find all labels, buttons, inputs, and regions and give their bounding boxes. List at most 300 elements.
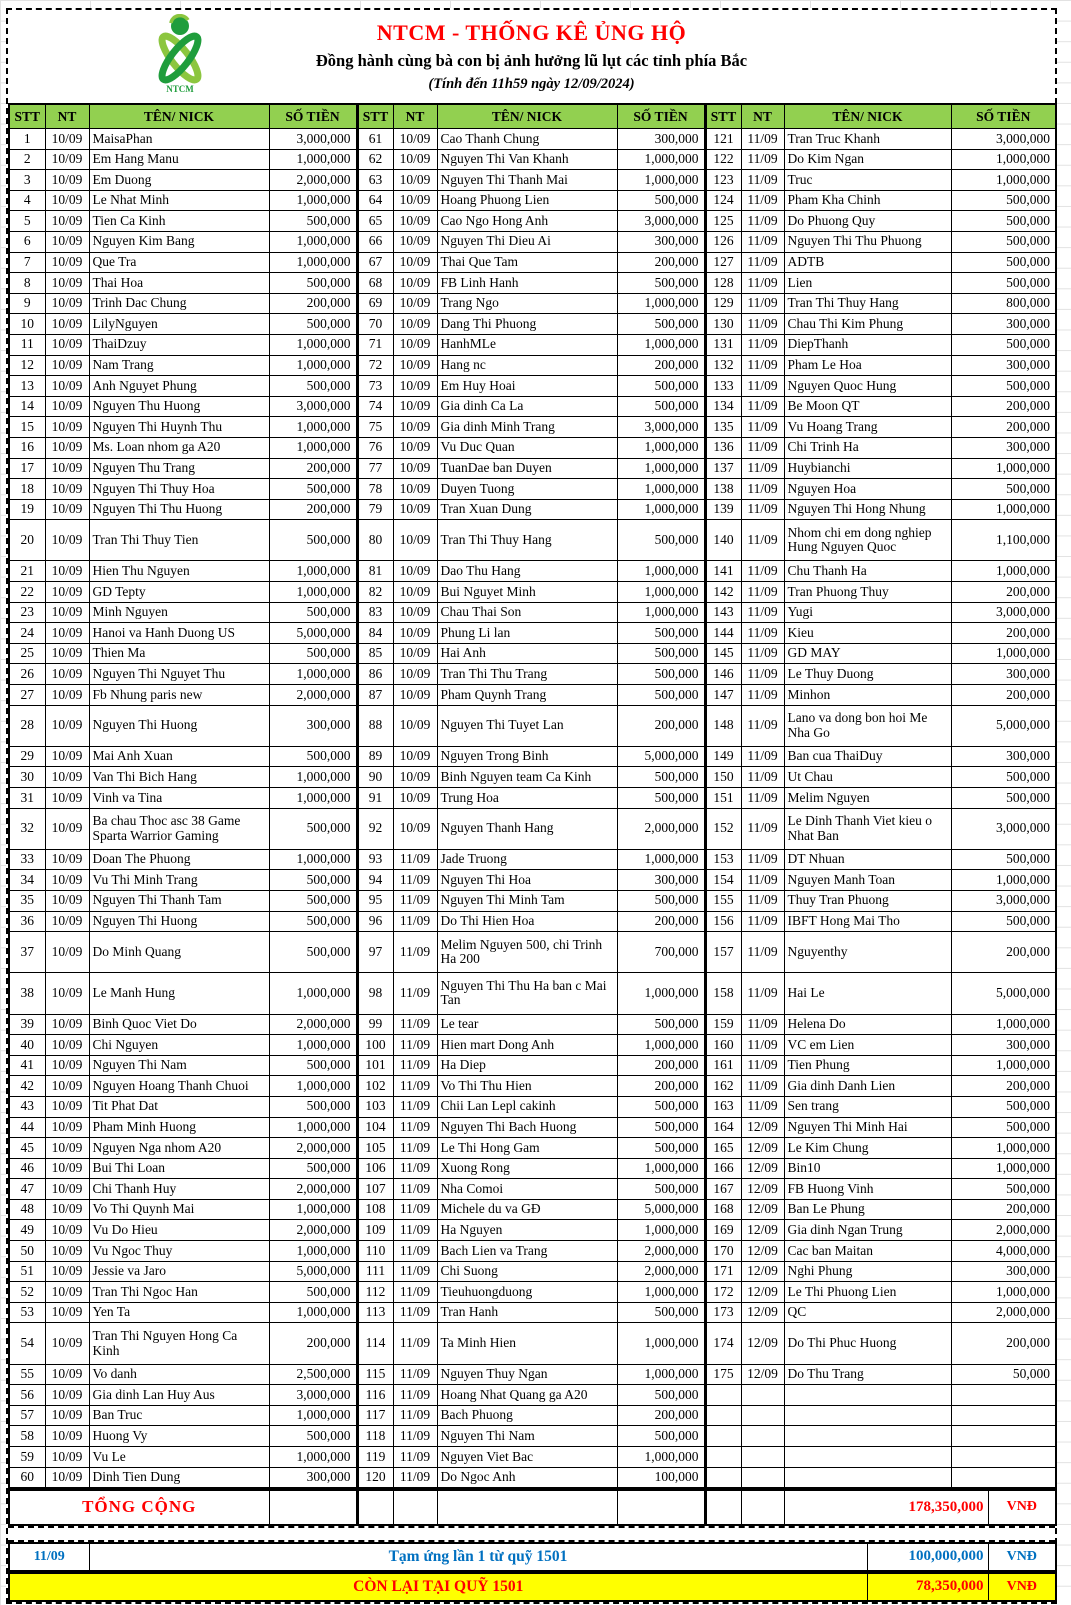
date-cell: 11/09 (741, 643, 784, 664)
table-row (9, 273, 1056, 294)
table-row (9, 190, 1056, 211)
name-cell: Nguyen Thi Thanh Mai (437, 170, 617, 191)
name-cell: Ban Truc (89, 1405, 269, 1426)
stt-cell: 47 (9, 1179, 45, 1200)
date-cell: 11/09 (741, 293, 784, 314)
empty-cell (617, 1490, 705, 1525)
name-cell: Vu Le (89, 1447, 269, 1468)
name-cell: Nguyen Thi Minh Tam (437, 890, 617, 911)
table-row (9, 314, 1056, 335)
stt-cell: 95 (357, 890, 393, 911)
amount-cell: 1,000,000 (269, 355, 357, 376)
amount-cell: 100,000 (617, 1467, 705, 1488)
stt-cell (705, 1426, 741, 1447)
date-cell (741, 1426, 784, 1447)
date-cell: 10/09 (45, 890, 89, 911)
stt-cell: 38 (9, 973, 45, 1014)
amount-cell: 1,000,000 (269, 417, 357, 438)
table-row (9, 1076, 1056, 1097)
amount-cell: 3,000,000 (617, 211, 705, 232)
date-cell: 10/09 (45, 273, 89, 294)
amount-cell: 1,000,000 (269, 582, 357, 603)
stt-cell: 105 (357, 1138, 393, 1159)
name-cell: Nguyen Thi Bach Huong (437, 1117, 617, 1138)
stt-cell: 27 (9, 685, 45, 706)
name-cell: Nguyen Thi Van Khanh (437, 149, 617, 170)
amount-cell: 1,000,000 (617, 1282, 705, 1303)
stt-cell: 84 (357, 623, 393, 644)
stt-cell: 88 (357, 705, 393, 746)
stt-cell: 85 (357, 643, 393, 664)
amount-cell: 300,000 (951, 1035, 1056, 1056)
stt-cell: 158 (705, 973, 741, 1014)
date-cell: 10/09 (45, 170, 89, 191)
stt-cell: 144 (705, 623, 741, 644)
date-cell: 10/09 (393, 314, 437, 335)
stt-cell: 31 (9, 788, 45, 809)
amount-cell: 200,000 (951, 932, 1056, 973)
stt-cell: 122 (705, 149, 741, 170)
advance-currency: VNĐ (988, 1543, 1056, 1571)
stt-cell: 71 (357, 334, 393, 355)
date-cell: 10/09 (393, 643, 437, 664)
stt-cell: 46 (9, 1158, 45, 1179)
name-cell: Vu Duc Quan (437, 437, 617, 458)
date-cell: 11/09 (741, 561, 784, 582)
name-cell: Binh Nguyen team Ca Kinh (437, 767, 617, 788)
name-cell (784, 1385, 951, 1406)
name-cell: Tran Xuan Dung (437, 499, 617, 520)
date-cell: 11/09 (741, 1096, 784, 1117)
print-area (6, 8, 1057, 1604)
date-cell: 10/09 (393, 664, 437, 685)
stt-cell: 59 (9, 1447, 45, 1468)
stt-cell: 53 (9, 1302, 45, 1323)
name-cell: Le Thi Hong Gam (437, 1138, 617, 1159)
name-cell: Kieu (784, 623, 951, 644)
amount-cell: 1,000,000 (269, 973, 357, 1014)
column-header: SỐ TIỀN (617, 104, 705, 129)
stt-cell: 109 (357, 1220, 393, 1241)
ntcm-logo-icon (144, 14, 216, 96)
date-cell: 11/09 (741, 664, 784, 685)
date-cell: 11/09 (393, 1014, 437, 1035)
name-cell: Binh Quoc Viet Do (89, 1014, 269, 1035)
amount-cell: 500,000 (617, 685, 705, 706)
stt-cell: 108 (357, 1199, 393, 1220)
table-row (9, 1426, 1056, 1447)
stt-cell: 86 (357, 664, 393, 685)
stt-cell: 145 (705, 643, 741, 664)
date-cell: 10/09 (393, 499, 437, 520)
stt-cell: 58 (9, 1426, 45, 1447)
amount-cell (951, 1447, 1056, 1468)
stt-cell: 107 (357, 1179, 393, 1200)
amount-cell: 5,000,000 (951, 705, 1056, 746)
table-row (9, 129, 1056, 150)
stt-cell: 26 (9, 664, 45, 685)
column-header: STT (705, 104, 741, 129)
amount-cell: 300,000 (951, 746, 1056, 767)
name-cell: Vo Thi Quynh Mai (89, 1199, 269, 1220)
amount-cell: 1,000,000 (617, 1158, 705, 1179)
date-cell: 10/09 (45, 1467, 89, 1488)
date-cell: 11/09 (741, 520, 784, 561)
total-label: TỔNG CỘNG (9, 1490, 269, 1525)
stt-cell: 163 (705, 1096, 741, 1117)
date-cell: 11/09 (741, 973, 784, 1014)
stt-cell: 154 (705, 870, 741, 891)
column-header: NT (741, 104, 784, 129)
table-row (9, 231, 1056, 252)
date-cell: 12/09 (741, 1117, 784, 1138)
name-cell: Cao Thanh Chung (437, 129, 617, 150)
stt-cell: 81 (357, 561, 393, 582)
name-cell: Vu Ngoc Thuy (89, 1241, 269, 1262)
name-cell: Nguyen Thi Nam (437, 1426, 617, 1447)
date-cell: 10/09 (45, 499, 89, 520)
stt-cell: 10 (9, 314, 45, 335)
stt-cell: 171 (705, 1261, 741, 1282)
table-row (9, 376, 1056, 397)
stt-cell: 34 (9, 870, 45, 891)
amount-cell: 5,000,000 (269, 1261, 357, 1282)
amount-cell: 1,000,000 (269, 1447, 357, 1468)
date-cell: 10/09 (45, 1364, 89, 1385)
amount-cell: 1,000,000 (269, 149, 357, 170)
date-cell: 10/09 (45, 355, 89, 376)
stt-cell: 18 (9, 479, 45, 500)
name-cell: Nghi Phung (784, 1261, 951, 1282)
date-cell: 10/09 (45, 685, 89, 706)
date-cell: 11/09 (393, 1138, 437, 1159)
amount-cell: 2,000,000 (951, 1302, 1056, 1323)
amount-cell: 200,000 (951, 396, 1056, 417)
date-cell: 10/09 (45, 1014, 89, 1035)
stt-cell: 162 (705, 1076, 741, 1097)
name-cell: Hang nc (437, 355, 617, 376)
name-cell: Vu Thi Minh Trang (89, 870, 269, 891)
date-cell: 10/09 (45, 1220, 89, 1241)
table-row (9, 437, 1056, 458)
stt-cell: 9 (9, 293, 45, 314)
stt-cell: 3 (9, 170, 45, 191)
table-row (9, 1323, 1056, 1364)
amount-cell: 200,000 (269, 458, 357, 479)
stt-cell: 22 (9, 582, 45, 603)
name-cell: Melim Nguyen 500, chi Trinh Ha 200 (437, 932, 617, 973)
name-cell (784, 1447, 951, 1468)
date-cell: 11/09 (741, 314, 784, 335)
date-cell: 10/09 (393, 479, 437, 500)
amount-cell: 500,000 (951, 252, 1056, 273)
date-cell: 10/09 (393, 417, 437, 438)
amount-cell: 500,000 (269, 273, 357, 294)
amount-cell: 200,000 (617, 1405, 705, 1426)
stt-cell: 131 (705, 334, 741, 355)
amount-cell: 700,000 (617, 932, 705, 973)
name-cell: LilyNguyen (89, 314, 269, 335)
stt-cell: 137 (705, 458, 741, 479)
stt-cell: 75 (357, 417, 393, 438)
date-cell: 10/09 (45, 870, 89, 891)
name-cell: Melim Nguyen (784, 788, 951, 809)
stt-cell: 147 (705, 685, 741, 706)
name-cell: Gia dinh Minh Trang (437, 417, 617, 438)
stt-cell: 91 (357, 788, 393, 809)
amount-cell: 50,000 (951, 1364, 1056, 1385)
amount-cell: 300,000 (951, 664, 1056, 685)
date-cell: 10/09 (45, 1385, 89, 1406)
stt-cell: 98 (357, 973, 393, 1014)
table-row (9, 1117, 1056, 1138)
date-cell: 11/09 (741, 437, 784, 458)
stt-cell: 159 (705, 1014, 741, 1035)
amount-cell: 300,000 (951, 314, 1056, 335)
stt-cell: 76 (357, 437, 393, 458)
date-cell: 11/09 (741, 911, 784, 932)
amount-cell: 1,000,000 (617, 973, 705, 1014)
stt-cell: 41 (9, 1055, 45, 1076)
amount-cell: 200,000 (269, 1323, 357, 1364)
table-row (9, 1199, 1056, 1220)
amount-cell: 200,000 (951, 582, 1056, 603)
advance-date: 11/09 (9, 1543, 89, 1571)
name-cell: Nha Comoi (437, 1179, 617, 1200)
date-cell: 11/09 (741, 932, 784, 973)
stt-cell: 2 (9, 149, 45, 170)
date-cell: 10/09 (45, 520, 89, 561)
date-cell: 10/09 (393, 355, 437, 376)
name-cell: Em Hang Manu (89, 149, 269, 170)
amount-cell: 500,000 (617, 376, 705, 397)
amount-cell: 3,000,000 (617, 417, 705, 438)
table-row (9, 1055, 1056, 1076)
amount-cell: 1,000,000 (269, 231, 357, 252)
table-row (9, 252, 1056, 273)
date-cell: 10/09 (45, 1241, 89, 1262)
stt-cell: 72 (357, 355, 393, 376)
date-cell: 10/09 (45, 932, 89, 973)
stt-cell: 153 (705, 849, 741, 870)
remaining-amount: 78,350,000 (867, 1573, 988, 1601)
date-cell: 10/09 (393, 788, 437, 809)
stt-cell: 111 (357, 1261, 393, 1282)
date-cell: 11/09 (741, 231, 784, 252)
stt-cell: 54 (9, 1323, 45, 1364)
amount-cell: 200,000 (617, 252, 705, 273)
amount-cell: 200,000 (617, 911, 705, 932)
remaining-currency: VNĐ (988, 1573, 1056, 1601)
amount-cell: 1,000,000 (269, 334, 357, 355)
date-cell (741, 1467, 784, 1488)
name-cell: Do Phuong Quy (784, 211, 951, 232)
date-cell: 10/09 (45, 1179, 89, 1200)
stt-cell: 90 (357, 767, 393, 788)
stt-cell: 120 (357, 1467, 393, 1488)
column-header: STT (9, 104, 45, 129)
name-cell: Tran Thi Thuy Hang (437, 520, 617, 561)
stt-cell: 67 (357, 252, 393, 273)
date-cell: 10/09 (45, 211, 89, 232)
stt-cell: 103 (357, 1096, 393, 1117)
amount-cell: 300,000 (951, 437, 1056, 458)
stt-cell: 16 (9, 437, 45, 458)
amount-cell: 2,000,000 (617, 1261, 705, 1282)
name-cell: Ban cua ThaiDuy (784, 746, 951, 767)
name-cell: Nguyen Thu Trang (89, 458, 269, 479)
date-cell: 10/09 (45, 602, 89, 623)
amount-cell: 1,000,000 (617, 499, 705, 520)
name-cell: Nguyenthy (784, 932, 951, 973)
name-cell: Nguyen Thu Huong (89, 396, 269, 417)
table-row (9, 479, 1056, 500)
date-cell: 11/09 (741, 1035, 784, 1056)
stt-cell: 140 (705, 520, 741, 561)
name-cell: Nhom chi em dong nghiep Hung Nguyen Quoc (784, 520, 951, 561)
name-cell: Jade Truong (437, 849, 617, 870)
amount-cell: 1,000,000 (951, 1055, 1056, 1076)
date-cell: 12/09 (741, 1302, 784, 1323)
amount-cell: 500,000 (269, 376, 357, 397)
amount-cell: 500,000 (269, 1055, 357, 1076)
stt-cell: 161 (705, 1055, 741, 1076)
date-cell: 10/09 (393, 685, 437, 706)
table-row (9, 705, 1056, 746)
stt-cell: 56 (9, 1385, 45, 1406)
stt-cell: 17 (9, 458, 45, 479)
report-date: (Tính đến 11h59 ngày 12/09/2024) (428, 76, 635, 92)
total-currency: VNĐ (988, 1490, 1056, 1525)
name-cell: Truc (784, 170, 951, 191)
name-cell: Nguyen Thi Thu Ha ban c Mai Tan (437, 973, 617, 1014)
date-cell: 10/09 (45, 788, 89, 809)
name-cell: Minh Nguyen (89, 602, 269, 623)
name-cell: Pham Minh Huong (89, 1117, 269, 1138)
amount-cell: 500,000 (951, 849, 1056, 870)
date-cell: 10/09 (45, 1158, 89, 1179)
name-cell: Huybianchi (784, 458, 951, 479)
stt-cell: 68 (357, 273, 393, 294)
amount-cell: 1,000,000 (617, 149, 705, 170)
name-cell: Trang Ngo (437, 293, 617, 314)
amount-cell: 5,000,000 (617, 1199, 705, 1220)
stt-cell: 151 (705, 788, 741, 809)
date-cell: 11/09 (741, 499, 784, 520)
amount-cell: 1,000,000 (951, 1014, 1056, 1035)
stt-cell: 73 (357, 376, 393, 397)
stt-cell: 14 (9, 396, 45, 417)
stt-cell: 117 (357, 1405, 393, 1426)
column-header: TÊN/ NICK (89, 104, 269, 129)
name-cell: Tran Phuong Thuy (784, 582, 951, 603)
amount-cell: 1,000,000 (617, 582, 705, 603)
name-cell: Hanoi va Hanh Duong US (89, 623, 269, 644)
name-cell: Do Thu Trang (784, 1364, 951, 1385)
date-cell: 10/09 (45, 129, 89, 150)
name-cell: Nguyen Manh Toan (784, 870, 951, 891)
amount-cell: 1,000,000 (617, 479, 705, 500)
stt-cell: 128 (705, 273, 741, 294)
stt-cell: 115 (357, 1364, 393, 1385)
amount-cell: 1,000,000 (617, 334, 705, 355)
table-row (9, 767, 1056, 788)
advance-table-row (9, 1543, 1056, 1571)
name-cell: Xuong Rong (437, 1158, 617, 1179)
table-row (9, 623, 1056, 644)
name-cell: Chi Trinh Ha (784, 437, 951, 458)
stt-cell: 166 (705, 1158, 741, 1179)
table-row (9, 170, 1056, 191)
stt-cell: 143 (705, 602, 741, 623)
stt-cell: 139 (705, 499, 741, 520)
table-row (9, 1405, 1056, 1426)
column-header: TÊN/ NICK (437, 104, 617, 129)
date-cell: 12/09 (741, 1158, 784, 1179)
name-cell: Gia dinh Danh Lien (784, 1076, 951, 1097)
date-cell: 11/09 (393, 1117, 437, 1138)
amount-cell: 1,000,000 (617, 170, 705, 191)
name-cell: GD MAY (784, 643, 951, 664)
date-cell: 10/09 (45, 1117, 89, 1138)
table-row (9, 932, 1056, 973)
amount-cell: 500,000 (951, 190, 1056, 211)
total-table-row (9, 1490, 1056, 1525)
amount-cell: 1,000,000 (269, 1076, 357, 1097)
stt-cell (705, 1447, 741, 1468)
empty-cell (393, 1490, 437, 1525)
table-row (9, 1096, 1056, 1117)
name-cell: Hai Anh (437, 643, 617, 664)
amount-cell: 1,000,000 (269, 1035, 357, 1056)
stt-cell: 24 (9, 623, 45, 644)
table-row (9, 1138, 1056, 1159)
table-row (9, 1467, 1056, 1488)
stt-cell: 94 (357, 870, 393, 891)
date-cell: 11/09 (741, 1014, 784, 1035)
amount-cell: 200,000 (617, 1055, 705, 1076)
name-cell: Trung Hoa (437, 788, 617, 809)
name-cell: Trinh Dac Chung (89, 293, 269, 314)
stt-cell: 11 (9, 334, 45, 355)
amount-cell: 2,000,000 (269, 1179, 357, 1200)
stt-cell: 83 (357, 602, 393, 623)
date-cell: 11/09 (741, 1076, 784, 1097)
table-row (9, 870, 1056, 891)
date-cell: 11/09 (741, 767, 784, 788)
empty-cell (269, 1490, 357, 1525)
name-cell: FB Linh Hanh (437, 273, 617, 294)
column-header: NT (393, 104, 437, 129)
stt-cell: 50 (9, 1241, 45, 1262)
table-row (9, 499, 1056, 520)
amount-cell: 500,000 (617, 643, 705, 664)
stt-cell: 39 (9, 1014, 45, 1035)
stt-cell: 173 (705, 1302, 741, 1323)
total-row (8, 1489, 1057, 1526)
amount-cell: 1,000,000 (617, 849, 705, 870)
date-cell: 11/09 (741, 190, 784, 211)
stt-cell: 30 (9, 767, 45, 788)
table-row (9, 561, 1056, 582)
amount-cell: 200,000 (269, 293, 357, 314)
date-cell: 11/09 (741, 582, 784, 603)
empty-cell (741, 1490, 784, 1525)
amount-cell: 500,000 (269, 1096, 357, 1117)
name-cell: Nguyen Thi Thanh Tam (89, 890, 269, 911)
stt-cell: 123 (705, 170, 741, 191)
date-cell: 10/09 (45, 849, 89, 870)
